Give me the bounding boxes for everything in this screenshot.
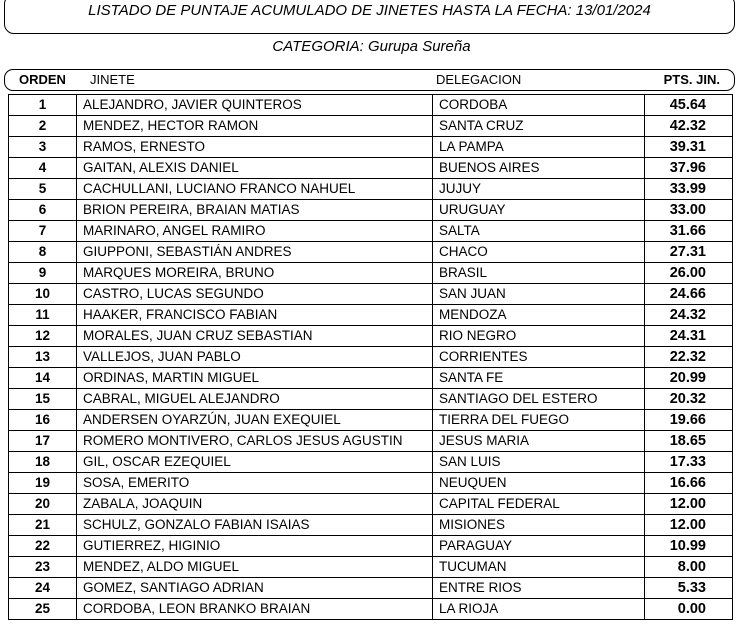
cell-delegacion: URUGUAY [433,200,645,221]
cell-pts: 39.31 [645,137,733,158]
cell-delegacion: CORRIENTES [433,347,645,368]
table-row [9,200,733,221]
cell-delegacion: BRASIL [433,263,645,284]
cell-delegacion: NEUQUEN [433,473,645,494]
cell-pts: 27.31 [645,242,733,263]
category-subtitle: CATEGORIA: Gurupa Sureña [272,38,471,55]
cell-jinete: ROMERO MONTIVERO, CARLOS JESUS AGUSTIN [77,431,433,452]
table-row [9,536,733,557]
cell-pts: 42.32 [645,116,733,137]
cell-delegacion: CAPITAL FEDERAL [433,494,645,515]
cell-delegacion: CORDOBA [433,95,645,116]
cell-delegacion: PARAGUAY [433,536,645,557]
cell-delegacion: ENTRE RIOS [433,578,645,599]
table-row [9,242,733,263]
cell-pts: 12.00 [645,515,733,536]
table-row [9,557,733,578]
cell-pts: 24.32 [645,305,733,326]
cell-orden: 12 [9,326,77,347]
column-header-delegacion: DELEGACION [436,72,522,87]
cell-pts: 17.33 [645,452,733,473]
cell-pts: 22.32 [645,347,733,368]
cell-pts: 12.00 [645,494,733,515]
table-row [9,347,733,368]
table-row [9,389,733,410]
cell-jinete: ANDERSEN OYARZÚN, JUAN EXEQUIEL [77,410,433,431]
cell-delegacion: MISIONES [433,515,645,536]
cell-delegacion: SAN LUIS [433,452,645,473]
cell-pts: 26.00 [645,263,733,284]
cell-orden: 15 [9,389,77,410]
cell-orden: 2 [9,116,77,137]
cell-delegacion: SANTA CRUZ [433,116,645,137]
cell-jinete: CASTRO, LUCAS SEGUNDO [77,284,433,305]
table-header [4,69,735,91]
cell-orden: 20 [9,494,77,515]
table-row [9,158,733,179]
title-banner [4,0,735,34]
cell-jinete: MENDEZ, HECTOR RAMON [77,116,433,137]
cell-pts: 0.00 [645,599,733,620]
cell-delegacion: LA PAMPA [433,137,645,158]
cell-jinete: MARQUES MOREIRA, BRUNO [77,263,433,284]
cell-delegacion: BUENOS AIRES [433,158,645,179]
cell-jinete: BRION PEREIRA, BRAIAN MATIAS [77,200,433,221]
cell-pts: 19.66 [645,410,733,431]
cell-pts: 31.66 [645,221,733,242]
cell-jinete: GUTIERREZ, HIGINIO [77,536,433,557]
cell-orden: 6 [9,200,77,221]
cell-jinete: SCHULZ, GONZALO FABIAN ISAIAS [77,515,433,536]
cell-jinete: GAITAN, ALEXIS DANIEL [77,158,433,179]
cell-jinete: GIL, OSCAR EZEQUIEL [77,452,433,473]
cell-delegacion: RIO NEGRO [433,326,645,347]
cell-delegacion: SANTIAGO DEL ESTERO [433,389,645,410]
cell-pts: 18.65 [645,431,733,452]
cell-jinete: ORDINAS, MARTIN MIGUEL [77,368,433,389]
table-row [9,137,733,158]
cell-orden: 1 [9,95,77,116]
table-row [9,452,733,473]
table-row [9,284,733,305]
cell-pts: 37.96 [645,158,733,179]
cell-jinete: VALLEJOS, JUAN PABLO [77,347,433,368]
cell-orden: 24 [9,578,77,599]
cell-orden: 9 [9,263,77,284]
cell-orden: 5 [9,179,77,200]
cell-orden: 21 [9,515,77,536]
cell-jinete: RAMOS, ERNESTO [77,137,433,158]
cell-jinete: CORDOBA, LEON BRANKO BRAIAN [77,599,433,620]
cell-orden: 22 [9,536,77,557]
cell-delegacion: TUCUMAN [433,557,645,578]
cell-orden: 10 [9,284,77,305]
cell-jinete: HAAKER, FRANCISCO FABIAN [77,305,433,326]
cell-orden: 23 [9,557,77,578]
cell-jinete: CABRAL, MIGUEL ALEJANDRO [77,389,433,410]
cell-jinete: ZABALA, JOAQUIN [77,494,433,515]
cell-pts: 24.66 [645,284,733,305]
cell-orden: 8 [9,242,77,263]
cell-delegacion: TIERRA DEL FUEGO [433,410,645,431]
cell-jinete: GIUPPONI, SEBASTIÁN ANDRES [77,242,433,263]
cell-orden: 25 [9,599,77,620]
cell-pts: 33.00 [645,200,733,221]
cell-jinete: CACHULLANI, LUCIANO FRANCO NAHUEL [77,179,433,200]
cell-jinete: MENDEZ, ALDO MIGUEL [77,557,433,578]
cell-orden: 13 [9,347,77,368]
cell-delegacion: SALTA [433,221,645,242]
table-row [9,368,733,389]
cell-jinete: MARINARO, ANGEL RAMIRO [77,221,433,242]
cell-pts: 45.64 [645,95,733,116]
table-row [9,515,733,536]
cell-delegacion: CHACO [433,242,645,263]
cell-jinete: GOMEZ, SANTIAGO ADRIAN [77,578,433,599]
table-row [9,95,733,116]
cell-orden: 4 [9,158,77,179]
table-row [9,116,733,137]
table-row [9,494,733,515]
cell-pts: 20.32 [645,389,733,410]
cell-orden: 3 [9,137,77,158]
table-row [9,431,733,452]
cell-delegacion: MENDOZA [433,305,645,326]
table-row [9,305,733,326]
cell-delegacion: JUJUY [433,179,645,200]
cell-pts: 24.31 [645,326,733,347]
table-row [9,263,733,284]
cell-pts: 5.33 [645,578,733,599]
cell-orden: 7 [9,221,77,242]
column-header-jinete: JINETE [90,72,135,87]
cell-delegacion: JESUS MARIA [433,431,645,452]
table-row [9,326,733,347]
cell-orden: 14 [9,368,77,389]
column-header-pts: PTS. JIN. [663,72,720,87]
cell-orden: 16 [9,410,77,431]
cell-delegacion: LA RIOJA [433,599,645,620]
cell-pts: 10.99 [645,536,733,557]
table-row [9,410,733,431]
table-row [9,221,733,242]
cell-jinete: SOSA, EMERITO [77,473,433,494]
table-row [9,578,733,599]
table-row [9,179,733,200]
cell-orden: 18 [9,452,77,473]
cell-jinete: ALEJANDRO, JAVIER QUINTEROS [77,95,433,116]
cell-orden: 19 [9,473,77,494]
cell-pts: 33.99 [645,179,733,200]
cell-orden: 11 [9,305,77,326]
column-header-orden: ORDEN [19,72,66,87]
cell-jinete: MORALES, JUAN CRUZ SEBASTIAN [77,326,433,347]
table-row [9,599,733,620]
ranking-table [8,94,733,620]
cell-pts: 8.00 [645,557,733,578]
cell-delegacion: SAN JUAN [433,284,645,305]
ranking-table-body [9,95,733,620]
cell-pts: 16.66 [645,473,733,494]
cell-pts: 20.99 [645,368,733,389]
cell-orden: 17 [9,431,77,452]
cell-delegacion: SANTA FE [433,368,645,389]
document-title: LISTADO DE PUNTAJE ACUMULADO DE JINETES HASTA LA FECHA: 13/01/2024 [88,2,651,19]
table-row [9,473,733,494]
